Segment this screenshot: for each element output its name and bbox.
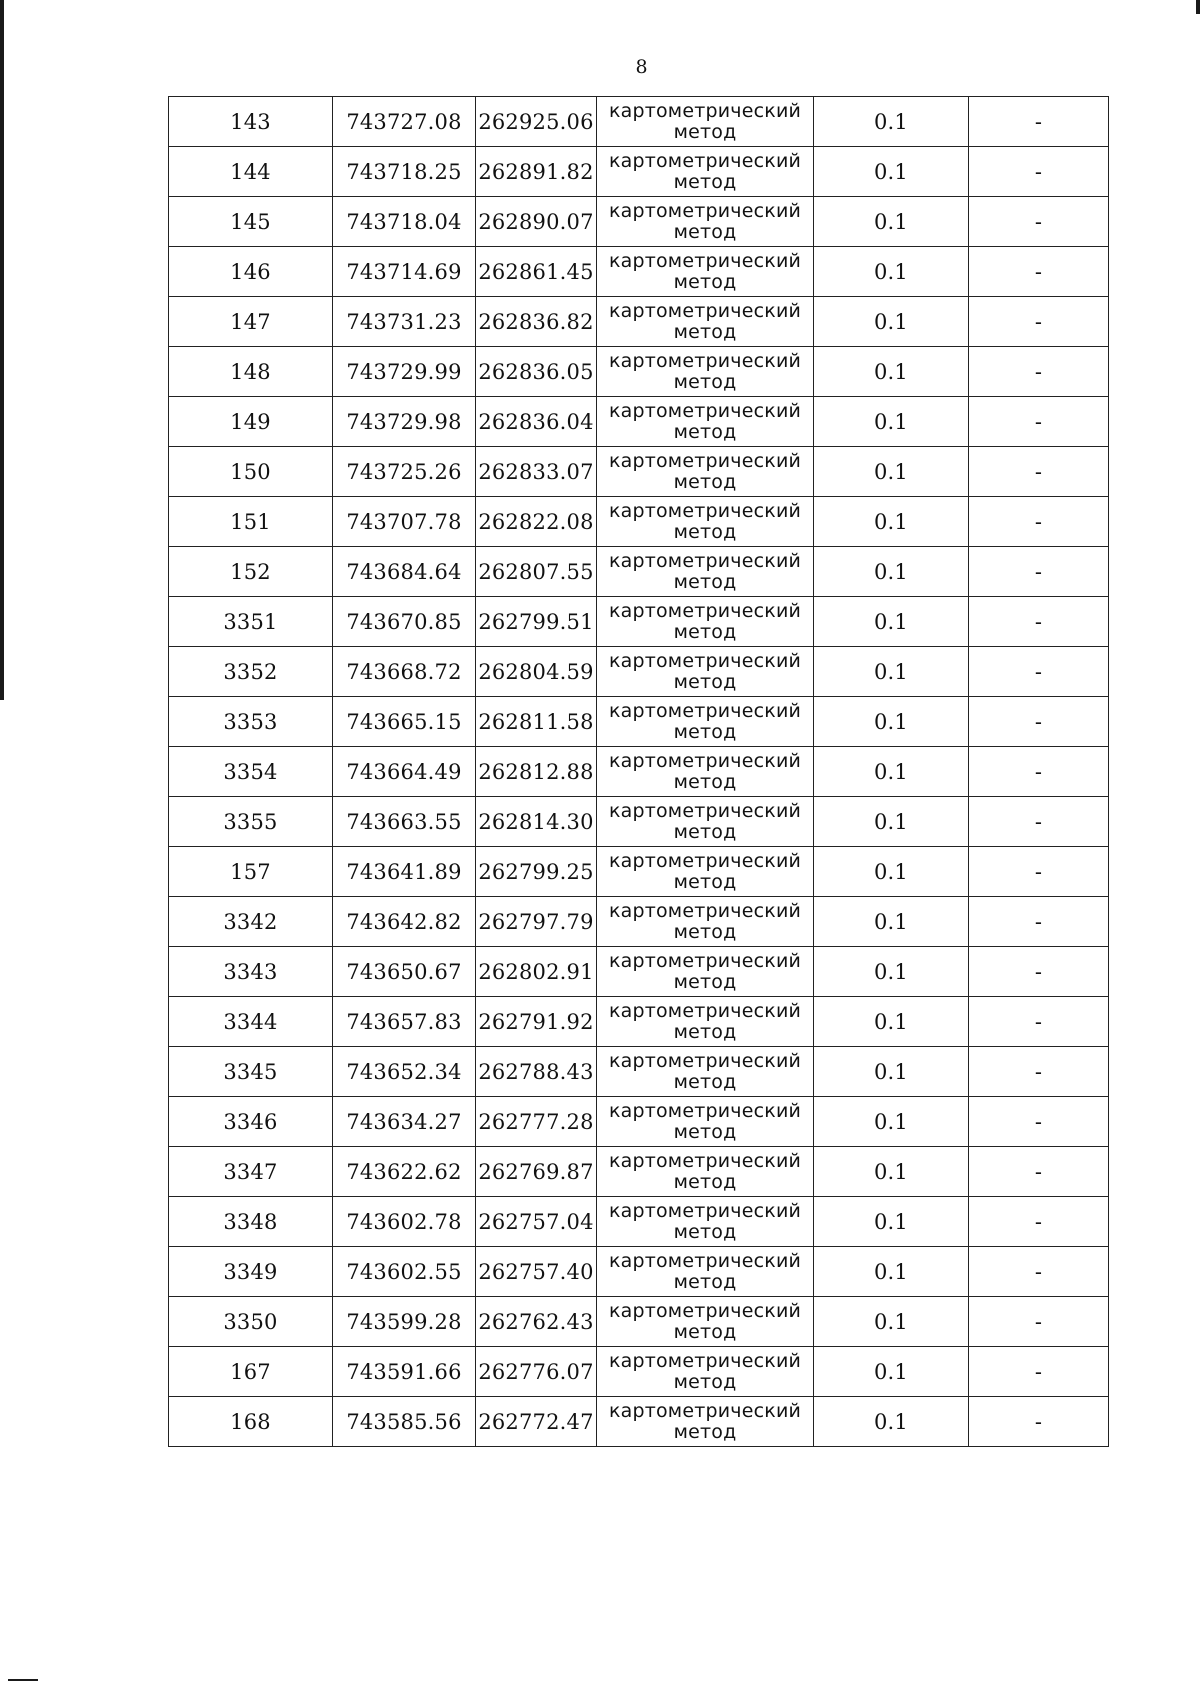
table-row: [169, 497, 1109, 547]
method-line-2: метод: [673, 1270, 737, 1293]
x-coordinate-cell: 743663.55: [333, 797, 476, 847]
x-coordinate-cell: 743664.49: [333, 747, 476, 797]
accuracy-cell: 0.1: [814, 1197, 969, 1247]
note-cell: -: [969, 397, 1109, 447]
accuracy-cell: 0.1: [814, 647, 969, 697]
method-cell: [597, 847, 814, 897]
table-row: [169, 397, 1109, 447]
note-cell: -: [969, 197, 1109, 247]
method-line-2: метод: [673, 970, 737, 993]
table-row: [169, 1397, 1109, 1447]
y-coordinate-cell: 262807.55: [476, 547, 597, 597]
table-row: [169, 147, 1109, 197]
point-number-cell: 149: [169, 397, 333, 447]
y-coordinate-cell: 262757.40: [476, 1247, 597, 1297]
method-cell: [597, 1097, 814, 1147]
method-line-1: картометрический: [608, 1249, 802, 1272]
y-coordinate-cell: 262769.87: [476, 1147, 597, 1197]
method-line-1: картометрический: [608, 499, 802, 522]
y-coordinate-cell: 262836.04: [476, 397, 597, 447]
table-row: [169, 897, 1109, 947]
method-line-2: метод: [673, 1070, 737, 1093]
note-cell: -: [969, 247, 1109, 297]
method-line-1: картометрический: [608, 1149, 802, 1172]
x-coordinate-cell: 743602.78: [333, 1197, 476, 1247]
method-line-2: метод: [673, 1370, 737, 1393]
point-number-cell: 3349: [169, 1247, 333, 1297]
method-line-2: метод: [673, 770, 737, 793]
method-cell: [597, 297, 814, 347]
point-number-cell: 3348: [169, 1197, 333, 1247]
note-cell: -: [969, 1397, 1109, 1447]
point-number-cell: 3343: [169, 947, 333, 997]
method-line-2: метод: [673, 670, 737, 693]
method-line-1: картометрический: [608, 799, 802, 822]
method-cell: [597, 497, 814, 547]
method-line-1: картометрический: [608, 649, 802, 672]
method-cell: [597, 547, 814, 597]
note-cell: -: [969, 1097, 1109, 1147]
method-line-2: метод: [673, 170, 737, 193]
y-coordinate-cell: 262776.07: [476, 1347, 597, 1397]
point-number-cell: 168: [169, 1397, 333, 1447]
y-coordinate-cell: 262797.79: [476, 897, 597, 947]
accuracy-cell: 0.1: [814, 1147, 969, 1197]
method-line-2: метод: [673, 370, 737, 393]
accuracy-cell: 0.1: [814, 897, 969, 947]
method-line-1: картометрический: [608, 449, 802, 472]
method-cell: [597, 247, 814, 297]
accuracy-cell: 0.1: [814, 947, 969, 997]
method-cell: [597, 797, 814, 847]
method-line-1: картометрический: [608, 299, 802, 322]
table-row: [169, 547, 1109, 597]
x-coordinate-cell: 743731.23: [333, 297, 476, 347]
point-number-cell: 3346: [169, 1097, 333, 1147]
accuracy-cell: 0.1: [814, 1347, 969, 1397]
coordinates-table-body: [169, 97, 1109, 1447]
point-number-cell: 3353: [169, 697, 333, 747]
point-number-cell: 3352: [169, 647, 333, 697]
coordinates-table: [168, 96, 1109, 1447]
method-cell: [597, 997, 814, 1047]
y-coordinate-cell: 262777.28: [476, 1097, 597, 1147]
accuracy-cell: 0.1: [814, 1047, 969, 1097]
note-cell: -: [969, 1297, 1109, 1347]
accuracy-cell: 0.1: [814, 447, 969, 497]
note-cell: -: [969, 597, 1109, 647]
note-cell: -: [969, 97, 1109, 147]
point-number-cell: 3351: [169, 597, 333, 647]
table-row: [169, 847, 1109, 897]
table-row: [169, 1197, 1109, 1247]
accuracy-cell: 0.1: [814, 1097, 969, 1147]
method-line-2: метод: [673, 470, 737, 493]
accuracy-cell: 0.1: [814, 747, 969, 797]
accuracy-cell: 0.1: [814, 1397, 969, 1447]
y-coordinate-cell: 262762.43: [476, 1297, 597, 1347]
note-cell: -: [969, 897, 1109, 947]
method-line-1: картометрический: [608, 549, 802, 572]
scan-edge-right: [1196, 0, 1200, 14]
point-number-cell: 167: [169, 1347, 333, 1397]
table-row: [169, 447, 1109, 497]
table-row: [169, 347, 1109, 397]
y-coordinate-cell: 262861.45: [476, 247, 597, 297]
table-row: [169, 1247, 1109, 1297]
note-cell: -: [969, 447, 1109, 497]
accuracy-cell: 0.1: [814, 397, 969, 447]
x-coordinate-cell: 743634.27: [333, 1097, 476, 1147]
method-line-1: картометрический: [608, 149, 802, 172]
method-line-1: картометрический: [608, 699, 802, 722]
method-line-1: картометрический: [608, 999, 802, 1022]
method-line-2: метод: [673, 920, 737, 943]
method-line-1: картометрический: [608, 1049, 802, 1072]
x-coordinate-cell: 743665.15: [333, 697, 476, 747]
accuracy-cell: 0.1: [814, 197, 969, 247]
note-cell: -: [969, 647, 1109, 697]
accuracy-cell: 0.1: [814, 1297, 969, 1347]
note-cell: -: [969, 797, 1109, 847]
y-coordinate-cell: 262799.51: [476, 597, 597, 647]
point-number-cell: 3350: [169, 1297, 333, 1347]
x-coordinate-cell: 743725.26: [333, 447, 476, 497]
point-number-cell: 3345: [169, 1047, 333, 1097]
method-line-1: картометрический: [608, 1349, 802, 1372]
accuracy-cell: 0.1: [814, 247, 969, 297]
method-line-1: картометрический: [608, 949, 802, 972]
note-cell: -: [969, 147, 1109, 197]
point-number-cell: 3344: [169, 997, 333, 1047]
note-cell: -: [969, 1347, 1109, 1397]
accuracy-cell: 0.1: [814, 547, 969, 597]
method-line-2: метод: [673, 820, 737, 843]
note-cell: -: [969, 497, 1109, 547]
note-cell: -: [969, 1197, 1109, 1247]
accuracy-cell: 0.1: [814, 597, 969, 647]
accuracy-cell: 0.1: [814, 997, 969, 1047]
table-row: [169, 247, 1109, 297]
accuracy-cell: 0.1: [814, 147, 969, 197]
x-coordinate-cell: 743727.08: [333, 97, 476, 147]
x-coordinate-cell: 743641.89: [333, 847, 476, 897]
method-cell: [597, 1047, 814, 1097]
method-line-1: картометрический: [608, 1399, 802, 1422]
method-cell: [597, 747, 814, 797]
y-coordinate-cell: 262891.82: [476, 147, 597, 197]
point-number-cell: 147: [169, 297, 333, 347]
y-coordinate-cell: 262890.07: [476, 197, 597, 247]
accuracy-cell: 0.1: [814, 497, 969, 547]
method-line-2: метод: [673, 320, 737, 343]
method-line-1: картометрический: [608, 1199, 802, 1222]
x-coordinate-cell: 743668.72: [333, 647, 476, 697]
method-line-1: картометрический: [608, 1299, 802, 1322]
x-coordinate-cell: 743642.82: [333, 897, 476, 947]
x-coordinate-cell: 743718.04: [333, 197, 476, 247]
point-number-cell: 148: [169, 347, 333, 397]
method-line-2: метод: [673, 270, 737, 293]
table-row: [169, 1147, 1109, 1197]
note-cell: -: [969, 1147, 1109, 1197]
x-coordinate-cell: 743684.64: [333, 547, 476, 597]
method-line-2: метод: [673, 220, 737, 243]
note-cell: -: [969, 697, 1109, 747]
method-cell: [597, 1347, 814, 1397]
x-coordinate-cell: 743718.25: [333, 147, 476, 197]
method-line-2: метод: [673, 420, 737, 443]
accuracy-cell: 0.1: [814, 697, 969, 747]
method-line-2: метод: [673, 1170, 737, 1193]
method-cell: [597, 1297, 814, 1347]
method-line-1: картометрический: [608, 899, 802, 922]
table-row: [169, 697, 1109, 747]
x-coordinate-cell: 743622.62: [333, 1147, 476, 1197]
method-cell: [597, 1147, 814, 1197]
x-coordinate-cell: 743657.83: [333, 997, 476, 1047]
y-coordinate-cell: 262822.08: [476, 497, 597, 547]
accuracy-cell: 0.1: [814, 297, 969, 347]
method-line-1: картометрический: [608, 99, 802, 122]
point-number-cell: 152: [169, 547, 333, 597]
method-line-2: метод: [673, 520, 737, 543]
method-line-2: метод: [673, 720, 737, 743]
y-coordinate-cell: 262791.92: [476, 997, 597, 1047]
table-row: [169, 197, 1109, 247]
method-line-1: картометрический: [608, 1099, 802, 1122]
x-coordinate-cell: 743652.34: [333, 1047, 476, 1097]
x-coordinate-cell: 743591.66: [333, 1347, 476, 1397]
method-cell: [597, 947, 814, 997]
x-coordinate-cell: 743650.67: [333, 947, 476, 997]
x-coordinate-cell: 743729.99: [333, 347, 476, 397]
method-cell: [597, 197, 814, 247]
point-number-cell: 145: [169, 197, 333, 247]
method-cell: [597, 1197, 814, 1247]
x-coordinate-cell: 743714.69: [333, 247, 476, 297]
x-coordinate-cell: 743670.85: [333, 597, 476, 647]
scan-dash-bottom: [8, 1679, 38, 1681]
method-cell: [597, 97, 814, 147]
y-coordinate-cell: 262836.05: [476, 347, 597, 397]
y-coordinate-cell: 262833.07: [476, 447, 597, 497]
method-line-1: картометрический: [608, 199, 802, 222]
point-number-cell: 150: [169, 447, 333, 497]
point-number-cell: 157: [169, 847, 333, 897]
table-row: [169, 1097, 1109, 1147]
method-line-1: картометрический: [608, 249, 802, 272]
table-row: [169, 747, 1109, 797]
table-row: [169, 997, 1109, 1047]
y-coordinate-cell: 262925.06: [476, 97, 597, 147]
note-cell: -: [969, 547, 1109, 597]
method-line-2: метод: [673, 1020, 737, 1043]
accuracy-cell: 0.1: [814, 847, 969, 897]
y-coordinate-cell: 262814.30: [476, 797, 597, 847]
y-coordinate-cell: 262802.91: [476, 947, 597, 997]
method-line-1: картометрический: [608, 599, 802, 622]
x-coordinate-cell: 743602.55: [333, 1247, 476, 1297]
note-cell: -: [969, 1247, 1109, 1297]
x-coordinate-cell: 743707.78: [333, 497, 476, 547]
note-cell: -: [969, 997, 1109, 1047]
x-coordinate-cell: 743599.28: [333, 1297, 476, 1347]
table-row: [169, 797, 1109, 847]
table-row: [169, 297, 1109, 347]
point-number-cell: 3354: [169, 747, 333, 797]
method-line-1: картометрический: [608, 349, 802, 372]
point-number-cell: 151: [169, 497, 333, 547]
page-number: 8: [635, 56, 648, 78]
note-cell: -: [969, 297, 1109, 347]
method-line-2: метод: [673, 570, 737, 593]
x-coordinate-cell: 743729.98: [333, 397, 476, 447]
method-cell: [597, 647, 814, 697]
method-cell: [597, 697, 814, 747]
method-line-1: картометрический: [608, 399, 802, 422]
accuracy-cell: 0.1: [814, 347, 969, 397]
method-line-1: картометрический: [608, 749, 802, 772]
method-line-2: метод: [673, 1120, 737, 1143]
table-row: [169, 1347, 1109, 1397]
point-number-cell: 144: [169, 147, 333, 197]
y-coordinate-cell: 262811.58: [476, 697, 597, 747]
accuracy-cell: 0.1: [814, 797, 969, 847]
table-row: [169, 1297, 1109, 1347]
method-cell: [597, 397, 814, 447]
x-coordinate-cell: 743585.56: [333, 1397, 476, 1447]
method-line-2: метод: [673, 870, 737, 893]
y-coordinate-cell: 262772.47: [476, 1397, 597, 1447]
method-cell: [597, 1397, 814, 1447]
point-number-cell: 146: [169, 247, 333, 297]
y-coordinate-cell: 262836.82: [476, 297, 597, 347]
table-row: [169, 97, 1109, 147]
method-cell: [597, 347, 814, 397]
method-line-1: картометрический: [608, 849, 802, 872]
note-cell: -: [969, 347, 1109, 397]
method-cell: [597, 897, 814, 947]
method-line-2: метод: [673, 1220, 737, 1243]
note-cell: -: [969, 1047, 1109, 1097]
y-coordinate-cell: 262788.43: [476, 1047, 597, 1097]
accuracy-cell: 0.1: [814, 97, 969, 147]
method-cell: [597, 597, 814, 647]
y-coordinate-cell: 262804.59: [476, 647, 597, 697]
method-cell: [597, 1247, 814, 1297]
method-cell: [597, 447, 814, 497]
table-row: [169, 597, 1109, 647]
table-row: [169, 647, 1109, 697]
note-cell: -: [969, 947, 1109, 997]
method-line-2: метод: [673, 620, 737, 643]
y-coordinate-cell: 262799.25: [476, 847, 597, 897]
method-line-2: метод: [673, 1320, 737, 1343]
y-coordinate-cell: 262812.88: [476, 747, 597, 797]
note-cell: -: [969, 747, 1109, 797]
scan-edge-left: [0, 0, 4, 700]
point-number-cell: 3355: [169, 797, 333, 847]
method-cell: [597, 147, 814, 197]
accuracy-cell: 0.1: [814, 1247, 969, 1297]
method-line-2: метод: [673, 120, 737, 143]
table-row: [169, 1047, 1109, 1097]
point-number-cell: 143: [169, 97, 333, 147]
y-coordinate-cell: 262757.04: [476, 1197, 597, 1247]
point-number-cell: 3342: [169, 897, 333, 947]
method-line-2: метод: [673, 1420, 737, 1443]
point-number-cell: 3347: [169, 1147, 333, 1197]
table-row: [169, 947, 1109, 997]
note-cell: -: [969, 847, 1109, 897]
